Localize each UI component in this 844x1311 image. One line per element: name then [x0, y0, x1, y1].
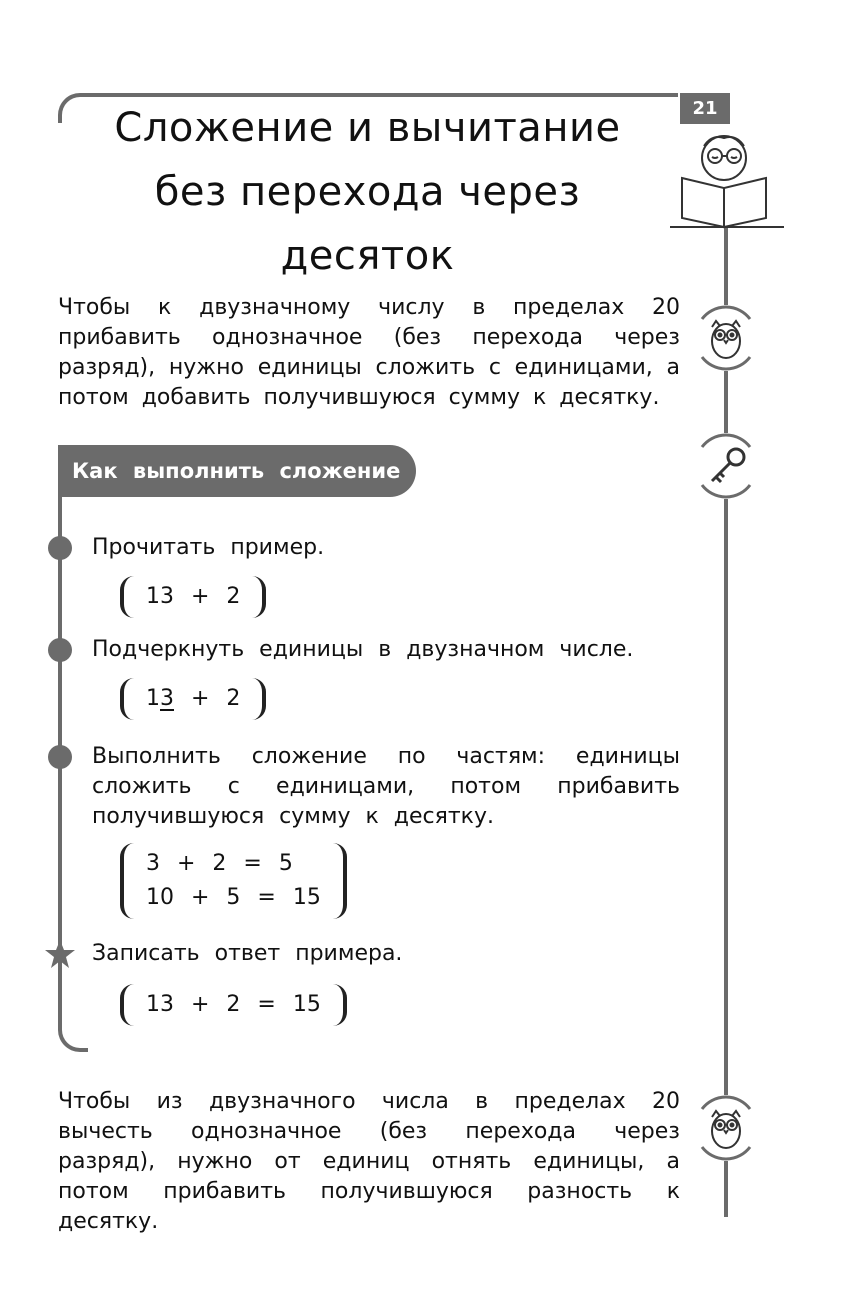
- owl-icon-top: [696, 305, 756, 371]
- title-line-3: десяток: [280, 233, 455, 279]
- step-2-dot: [48, 638, 72, 662]
- reading-boy-icon: [668, 132, 786, 232]
- step-2-text: Подчеркнуть единицы в двузначном числе.: [92, 637, 634, 662]
- expression-2: [120, 678, 266, 720]
- expression-2-units-underlined: 3: [160, 686, 174, 711]
- star-icon: [44, 938, 76, 970]
- side-rail: [724, 222, 728, 1217]
- step-4-text: Записать ответ примера.: [92, 941, 403, 966]
- step-3-dot: [48, 745, 72, 769]
- expression-2-tens: 1: [146, 686, 160, 711]
- expression-2-rest: + 2: [174, 686, 241, 711]
- expression-4: [120, 984, 347, 1026]
- step-1-text: Прочитать пример.: [92, 535, 325, 560]
- page-number: 21: [680, 93, 730, 124]
- expression-3-row-2: 10 + 5 = 15: [146, 885, 321, 910]
- expression-1-text: 13 + 2: [146, 584, 241, 609]
- expression-4-text: 13 + 2 = 15: [146, 992, 321, 1017]
- step-1-dot: [48, 536, 72, 560]
- title-line-2: без перехода через: [154, 169, 581, 215]
- title-line-1: Сложение и вычитание: [114, 105, 621, 151]
- step-3-text: Выполнить сложение по частям: единицы сложить с единицами, потом прибавить получившуюся сумму к десятку.: [92, 744, 680, 829]
- expression-3: [120, 843, 347, 919]
- section-header: Как выполнить сложение: [58, 445, 416, 497]
- outro-paragraph: Чтобы из двузначного числа в пределах 20 вычесть однозначное (без перехода через разряд), нужно от единиц отнять единицы, а потом прибавить получившуюся разность к десятку.: [58, 1089, 680, 1234]
- page-title: [95, 96, 640, 288]
- key-icon: [696, 433, 756, 499]
- expression-3-row-1: 3 + 2 = 5: [146, 851, 293, 876]
- expression-1: [120, 576, 266, 618]
- intro-paragraph: Чтобы к двузначному числу в пределах 20 прибавить однозначное (без перехода через разряд), нужно единицы сложить с единицами, а потом добавить получившуюся сумму к десятку.: [58, 295, 680, 410]
- owl-icon-bottom: [696, 1095, 756, 1161]
